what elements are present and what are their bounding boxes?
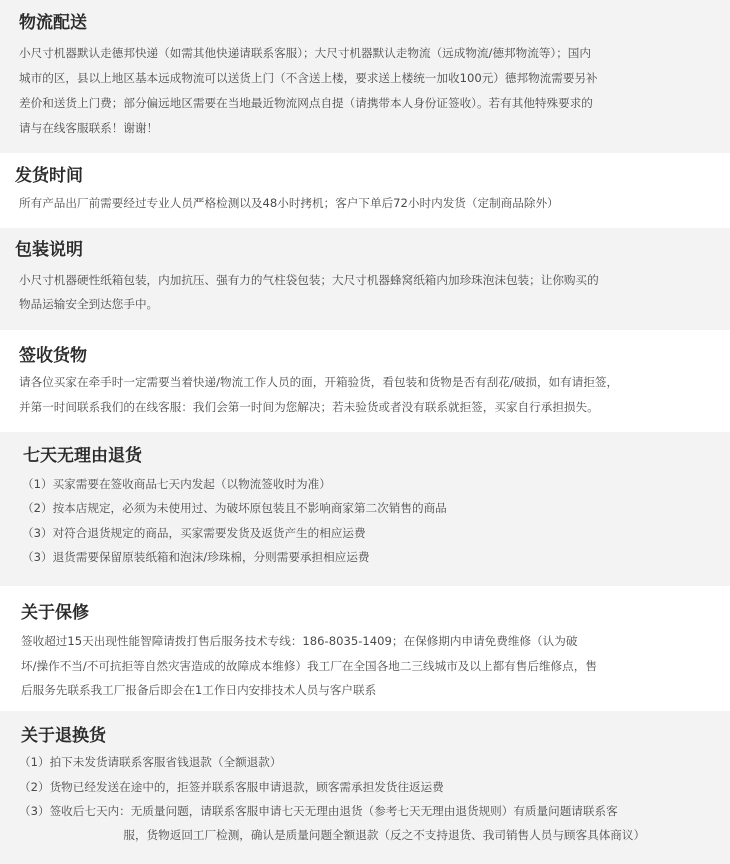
section-line: 小尺寸机器硬性纸箱包装，内加抗压、强有力的气柱袋包装；大尺寸机器蜂窝纸箱内加珍珠泡沫包装；让你购买的 [19, 273, 599, 287]
section-title-return-exchange: 关于退换货 [21, 726, 106, 746]
section-shipping [0, 0, 730, 153]
section-line: 请各位买家在牵手时一定需要当着快递/物流工作人员的面，开箱验货，看包装和货物是否有刮花/破损，如有请拒签， [19, 375, 619, 389]
section-title-receiving: 签收货物 [19, 346, 87, 366]
section-line: 请与在线客服联系！谢谢！ [19, 121, 159, 135]
list-item: 服，货物返回工厂检测，确认是质量问题全额退款（反之不支持退货、我司销售人员与顾客具体商议） [19, 828, 646, 842]
list-item: （3）退货需要保留原装纸箱和泡沫/珍珠棉，分则需要承担相应运费 [22, 550, 370, 564]
section-title-warranty: 关于保修 [21, 603, 89, 623]
section-line: 差价和送货上门费；部分偏远地区需要在当地最近物流网点自提（请携带本人身份证签收）。若有其他特殊要求的 [19, 96, 593, 110]
list-item: （2）按本店规定，必须为未使用过、为破坏原包装且不影响商家第二次销售的商品 [22, 501, 447, 515]
section-title-shipping: 物流配送 [19, 13, 87, 33]
section-line: 坏/操作不当/不可抗拒等自然灾害造成的故障成本维修）我工厂在全国各地二三线城市及以上都有售后维修点，售 [21, 659, 597, 673]
section-title-delivery-time: 发货时间 [15, 166, 83, 186]
section-delivery-time [0, 153, 730, 228]
section-receiving [0, 330, 730, 432]
section-seven-day-return [0, 432, 730, 586]
section-return-exchange [0, 711, 730, 864]
list-item: （2）货物已经发送在途中的，拒签并联系客服申请退款，顾客需承担发货往返运费 [19, 780, 444, 794]
section-title-packaging: 包装说明 [15, 240, 83, 260]
section-line: 后服务先联系我工厂报备后即会在1工作日内安排技术人员与客户联系 [21, 683, 377, 697]
list-item: （3）对符合退货规定的商品，买家需要发货及返货产生的相应运费 [22, 526, 366, 540]
list-item: （1）买家需要在签收商品七天内发起（以物流签收时为准） [22, 477, 331, 491]
section-line: 城市的区，县以上地区基本远成物流可以送货上门（不含送上楼，要求送上楼统一加收100元）德邦物流需要另补 [19, 71, 598, 85]
section-line: 并第一时间联系我们的在线客服：我们会第一时间为您解决；若未验货或者没有联系就拒签，买家自行承担损失。 [19, 400, 599, 414]
section-line: 物品运输安全到达您手中。 [19, 297, 159, 311]
section-packaging [0, 228, 730, 330]
section-title-seven-day-return: 七天无理由退货 [23, 446, 142, 466]
list-item: （1）拍下未发货请联系客服省钱退款（全额退款） [19, 755, 282, 769]
section-line: 所有产品出厂前需要经过专业人员严格检测以及48小时拷机；客户下单后72小时内发货（定制商品除外） [19, 196, 559, 210]
section-line: 小尺寸机器默认走德邦快递（如需其他快递请联系客服）；大尺寸机器默认走物流（远成物流/德邦物流等）；国内 [19, 46, 591, 60]
section-warranty [0, 586, 730, 711]
list-item: （3）签收后七天内：无质量问题，请联系客服申请七天无理由退货（参考七天无理由退货规则）有质量问题请联系客 [19, 804, 618, 818]
section-line: 签收超过15天出现性能智障请拨打售后服务技术专线：186-8035-1409；在保修期内申请免费维修（认为破 [21, 634, 578, 648]
